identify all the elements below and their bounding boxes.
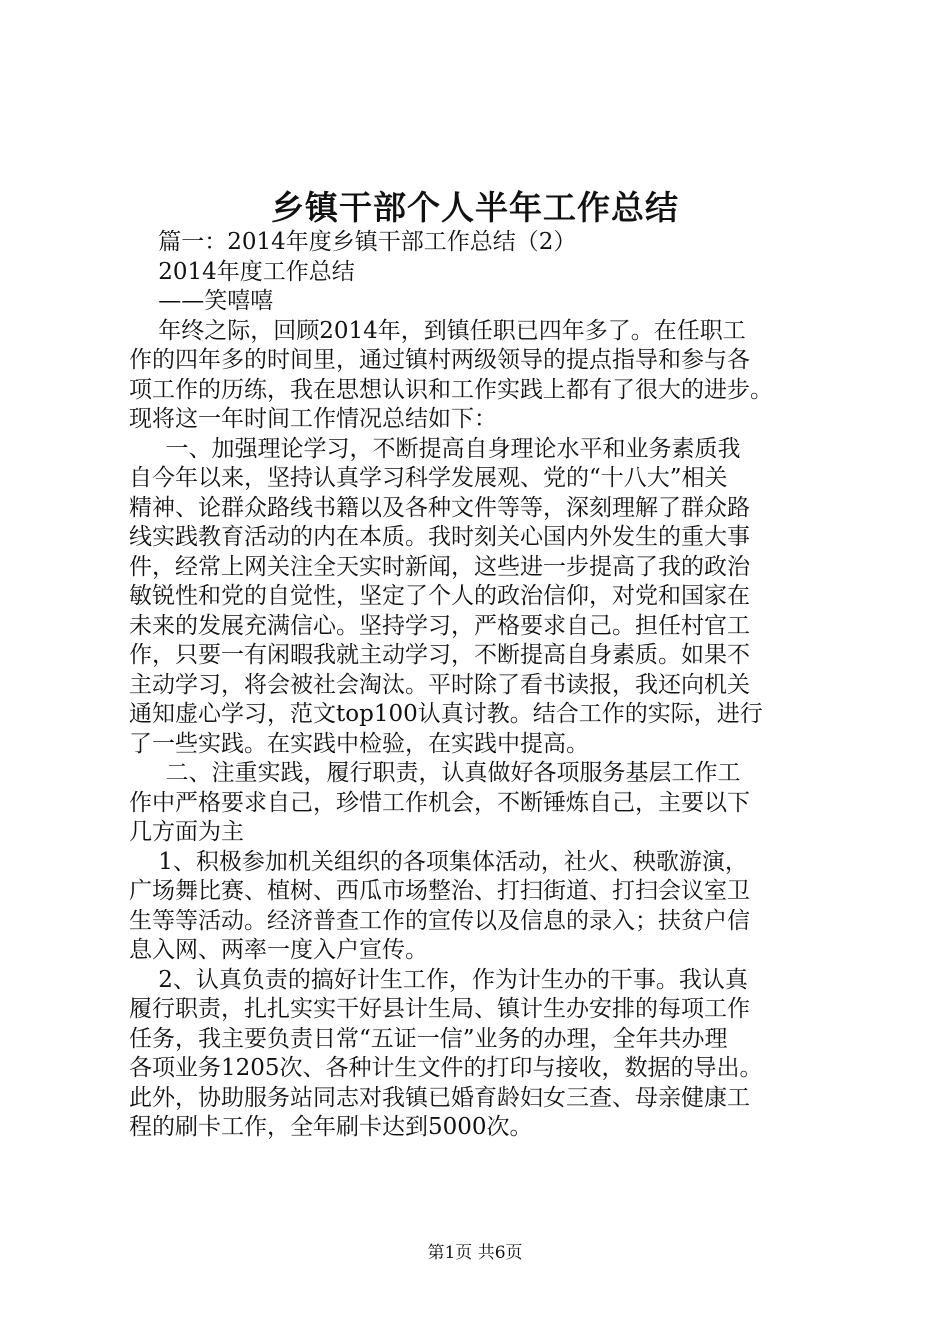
- text-line: 此外，协助服务站同志对我镇已婚育龄妇女三查、母亲健康工: [129, 1084, 750, 1111]
- text-line: 2014年度工作总结: [129, 258, 355, 285]
- text-line: 项工作的历练，我在思想认识和工作实践上都有了很大的进步。: [129, 376, 773, 403]
- text-line: 作的四年多的时间里，通过镇村两级领导的提点指导和参与各: [129, 347, 750, 373]
- text-line: 通知虚心学习，范文top100认真讨教。结合工作的实际，进行: [129, 701, 763, 727]
- text-line: 主动学习，将会被社会淘汰。平时除了看书读报，我还向机关: [129, 671, 750, 698]
- text-line: 2、认真负责的搞好计生工作，作为计生办的干事。我认真: [129, 966, 748, 993]
- document-body: [129, 228, 829, 1143]
- text-line: 一、加强理论学习，不断提高自身理论水平和业务素质我: [129, 435, 741, 462]
- text-line: 息入网、两率一度入户宣传。: [129, 937, 428, 963]
- text-line: 生等等活动。经济普查工作的宣传以及信息的录入；扶贫户信: [129, 907, 750, 934]
- text-line: 未来的发展充满信心。坚持学习，严格要求自己。担任村官工: [129, 612, 750, 639]
- text-line: 作中严格要求自己，珍惜工作机会，不断锤炼自己，主要以下: [129, 789, 750, 816]
- text-line: 二、注重实践，履行职责，认真做好各项服务基层工作工: [129, 760, 741, 786]
- text-line: 现将这一年时间工作情况总结如下：: [129, 406, 497, 432]
- text-line: 年终之际，回顾2014年，到镇任职已四年多了。在任职工: [129, 317, 746, 344]
- text-line: ——笑嘻嘻: [129, 288, 274, 314]
- text-line: 了一些实践。在实践中检验，在实践中提高。: [129, 730, 589, 757]
- text-line: 自今年以来，坚持认真学习科学发展观、党的“十八大”相关: [129, 465, 728, 491]
- text-line: 精神、论群众路线书籍以及各种文件等等，深刻理解了群众路: [129, 494, 750, 521]
- text-line: 履行职责，扎扎实实干好县计生局、镇计生办安排的每项工作: [129, 996, 750, 1022]
- text-line: 广场舞比赛、植树、西瓜市场整治、打扫街道、打扫会议室卫: [129, 878, 750, 904]
- text-line: 作，只要一有闲暇我就主动学习，不断提高自身素质。如果不: [129, 642, 750, 668]
- text-line: 件，经常上网关注全天实时新闻，这些进一步提高了我的政治: [129, 553, 750, 580]
- text-line: 程的刷卡工作，全年刷卡达到5000次。: [129, 1114, 533, 1140]
- text-line: 线实践教育活动的内在本质。我时刻关心国内外发生的重大事: [129, 524, 750, 550]
- page-footer: 第1页 共6页: [427, 1243, 523, 1263]
- text-line: 敏锐性和党的自觉性，坚定了个人的政治信仰，对党和国家在: [129, 583, 750, 609]
- text-line: 各项业务1205次、各种计生文件的打印与接收，数据的导出。: [129, 1055, 763, 1081]
- text-line: 1、积极参加机关组织的各项集体活动，社火、秧歌游演，: [129, 848, 748, 875]
- text-line: 任务，我主要负责日常“五证一信”业务的办理，全年共办理: [129, 1025, 728, 1052]
- text-line: 篇一：2014年度乡镇干部工作总结（2）: [129, 229, 577, 255]
- page-title: 乡镇干部个人半年工作总结: [271, 188, 679, 227]
- text-line: 几方面为主: [129, 819, 244, 845]
